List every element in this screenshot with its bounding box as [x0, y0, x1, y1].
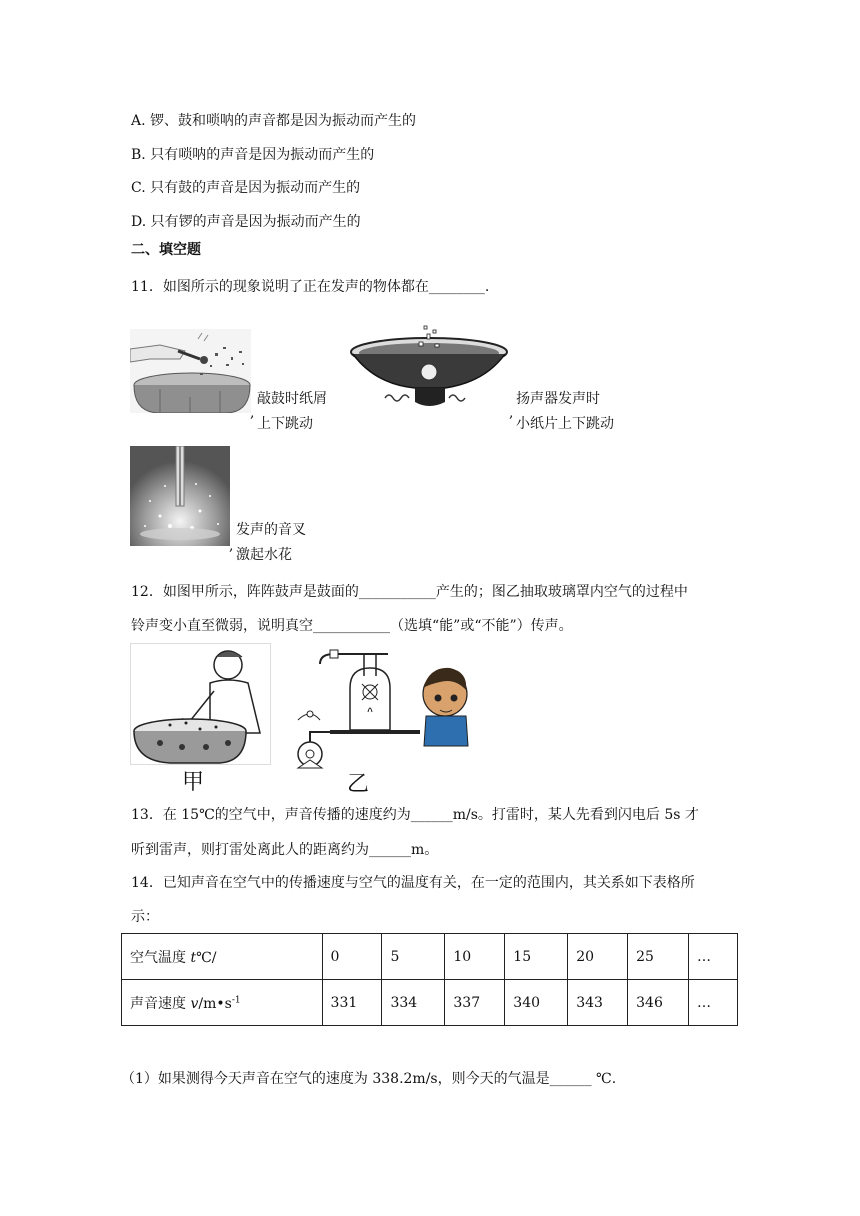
- caption-comma: ,: [229, 538, 234, 554]
- caption-comma: ,: [250, 405, 255, 421]
- table-row: [122, 980, 738, 1026]
- caption-comma: ,: [509, 405, 514, 421]
- caption-fork-line2: 激起水花: [236, 547, 292, 563]
- table-row: [122, 934, 738, 980]
- table-cell: …: [689, 980, 738, 1026]
- loudspeaker-image: [345, 320, 510, 412]
- q12-line2: 铃声变小直至微弱，说明真空___________（选填“能”或“不能”）传声。: [131, 618, 573, 634]
- q14-line1: 14．已知声音在空气中的传播速度与空气的温度有关，在一定的范围内，其关系如下表格所: [131, 875, 695, 891]
- label-yi: 乙: [347, 772, 370, 797]
- caption-speaker-line2: 小纸片上下跳动: [516, 416, 614, 432]
- q11-text: 11．如图所示的现象说明了正在发声的物体都在________.: [131, 279, 490, 295]
- table-cell: 340: [505, 980, 568, 1026]
- option-d: D. 只有锣的声音是因为振动而产生的: [131, 214, 361, 230]
- table-cell: 20: [568, 934, 628, 980]
- tuning-fork-water-image: [130, 446, 230, 546]
- table-cell: 343: [568, 980, 628, 1026]
- caption-speaker-line1: 扬声器发声时: [516, 391, 600, 407]
- table-cell: 0: [322, 934, 382, 980]
- label-jia: 甲: [182, 770, 205, 795]
- drum-paper-image: [130, 329, 251, 413]
- option-b: B. 只有唢呐的声音是因为振动而产生的: [131, 147, 375, 163]
- caption-drum-line1: 敲鼓时纸屑: [257, 391, 327, 407]
- drummer-image: [130, 643, 271, 765]
- section-title: 二、填空题: [131, 242, 201, 258]
- q12-line1: 12．如图甲所示，阵阵鼓声是鼓面的___________产生的；图乙抽取玻璃罩内空气的过程中: [131, 584, 688, 600]
- q13-line1: 13．在 15℃的空气中，声音传播的速度约为______m/s。打雷时，某人先看到闪电后 5s 才: [131, 807, 699, 823]
- q14-line2: 示：: [131, 909, 159, 925]
- table-cell: 15: [505, 934, 568, 980]
- row-label-speed: 声音速度 $v/m•s^{-1}$: [122, 980, 323, 1026]
- option-c: C. 只有鼓的声音是因为振动而产生的: [131, 180, 361, 196]
- table-cell: 5: [382, 934, 445, 980]
- caption-fork-line1: 发声的音叉: [236, 522, 306, 538]
- table-cell: 331: [322, 980, 382, 1026]
- table-cell: 10: [445, 934, 505, 980]
- table-cell: 337: [445, 980, 505, 1026]
- table-cell: 25: [628, 934, 689, 980]
- temperature-speed-table: [121, 933, 738, 1026]
- q14-sub1: （1）如果测得今天声音在空气的速度为 338.2m/s，则今天的气温是______ ℃.: [121, 1071, 617, 1087]
- table-cell: …: [689, 934, 738, 980]
- q13-line2: 听到雷声，则打雷处离此人的距离约为______m。: [131, 842, 439, 858]
- row-label-temperature: 空气温度 t℃/: [122, 934, 323, 980]
- table-cell: 334: [382, 980, 445, 1026]
- caption-drum-line2: 上下跳动: [257, 416, 313, 432]
- table-cell: 346: [628, 980, 689, 1026]
- bell-jar-image: [290, 648, 470, 774]
- option-a: A. 锣、鼓和唢呐的声音都是因为振动而产生的: [131, 113, 417, 129]
